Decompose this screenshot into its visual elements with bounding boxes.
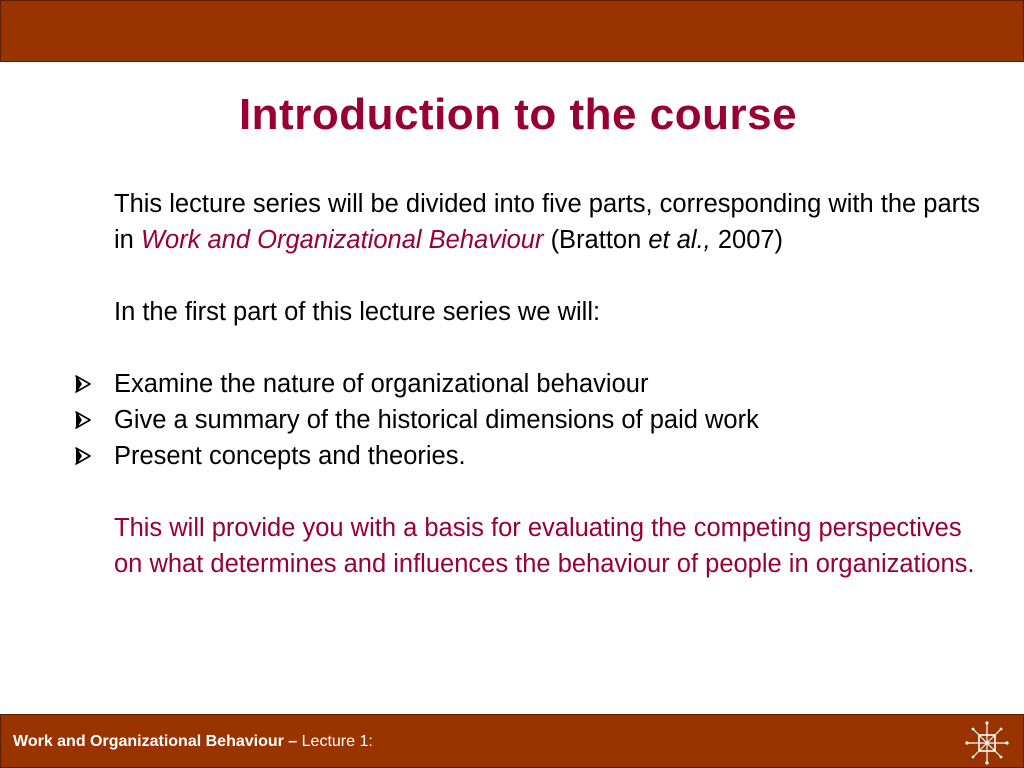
- et-al: et al.,: [648, 226, 711, 254]
- slide-body: [0, 186, 1024, 582]
- footer-lecture: Lecture 1:: [297, 733, 373, 750]
- conclusion-paragraph: This will provide you with a basis for evaluating the competing perspectives on what determines and influences the behaviour of people in organizations.: [114, 514, 975, 578]
- spacer: [0, 258, 1024, 294]
- bullet-item: [0, 366, 1024, 402]
- footer-course-title: Work and Organizational Behaviour –: [13, 733, 298, 750]
- bullet-text: Present concepts and theories.: [114, 442, 466, 470]
- bullet-item: [0, 402, 1024, 438]
- header-band: [0, 0, 1024, 62]
- arrowhead-bullet-icon: [74, 447, 92, 465]
- arrowhead-bullet-icon: [74, 411, 92, 429]
- slide-title: Introduction to the course: [238, 90, 798, 139]
- intro-text-2: (Bratton: [543, 226, 649, 254]
- bullet-text: Give a summary of the historical dimensions of paid work: [114, 406, 759, 434]
- intro-text-3: 2007): [710, 226, 784, 254]
- first-part-lead: In the first part of this lecture series we will:: [114, 298, 601, 326]
- footer-text: [13, 733, 373, 751]
- bullet-item: [0, 438, 1024, 474]
- arrowhead-bullet-icon: [74, 375, 92, 393]
- footer-band: [0, 714, 1024, 768]
- book-title: Work and Organizational Behaviour: [140, 226, 544, 254]
- intro-paragraph: [0, 186, 1024, 258]
- bullet-list: [0, 366, 1024, 474]
- spacer: [0, 474, 1024, 510]
- compass-star-logo-icon: [965, 721, 1009, 765]
- spacer: [0, 330, 1024, 366]
- bullet-text: Examine the nature of organizational behaviour: [114, 370, 649, 398]
- intro-text-1: This lecture series will be divided into five parts, corresponding with the parts in: [114, 190, 980, 254]
